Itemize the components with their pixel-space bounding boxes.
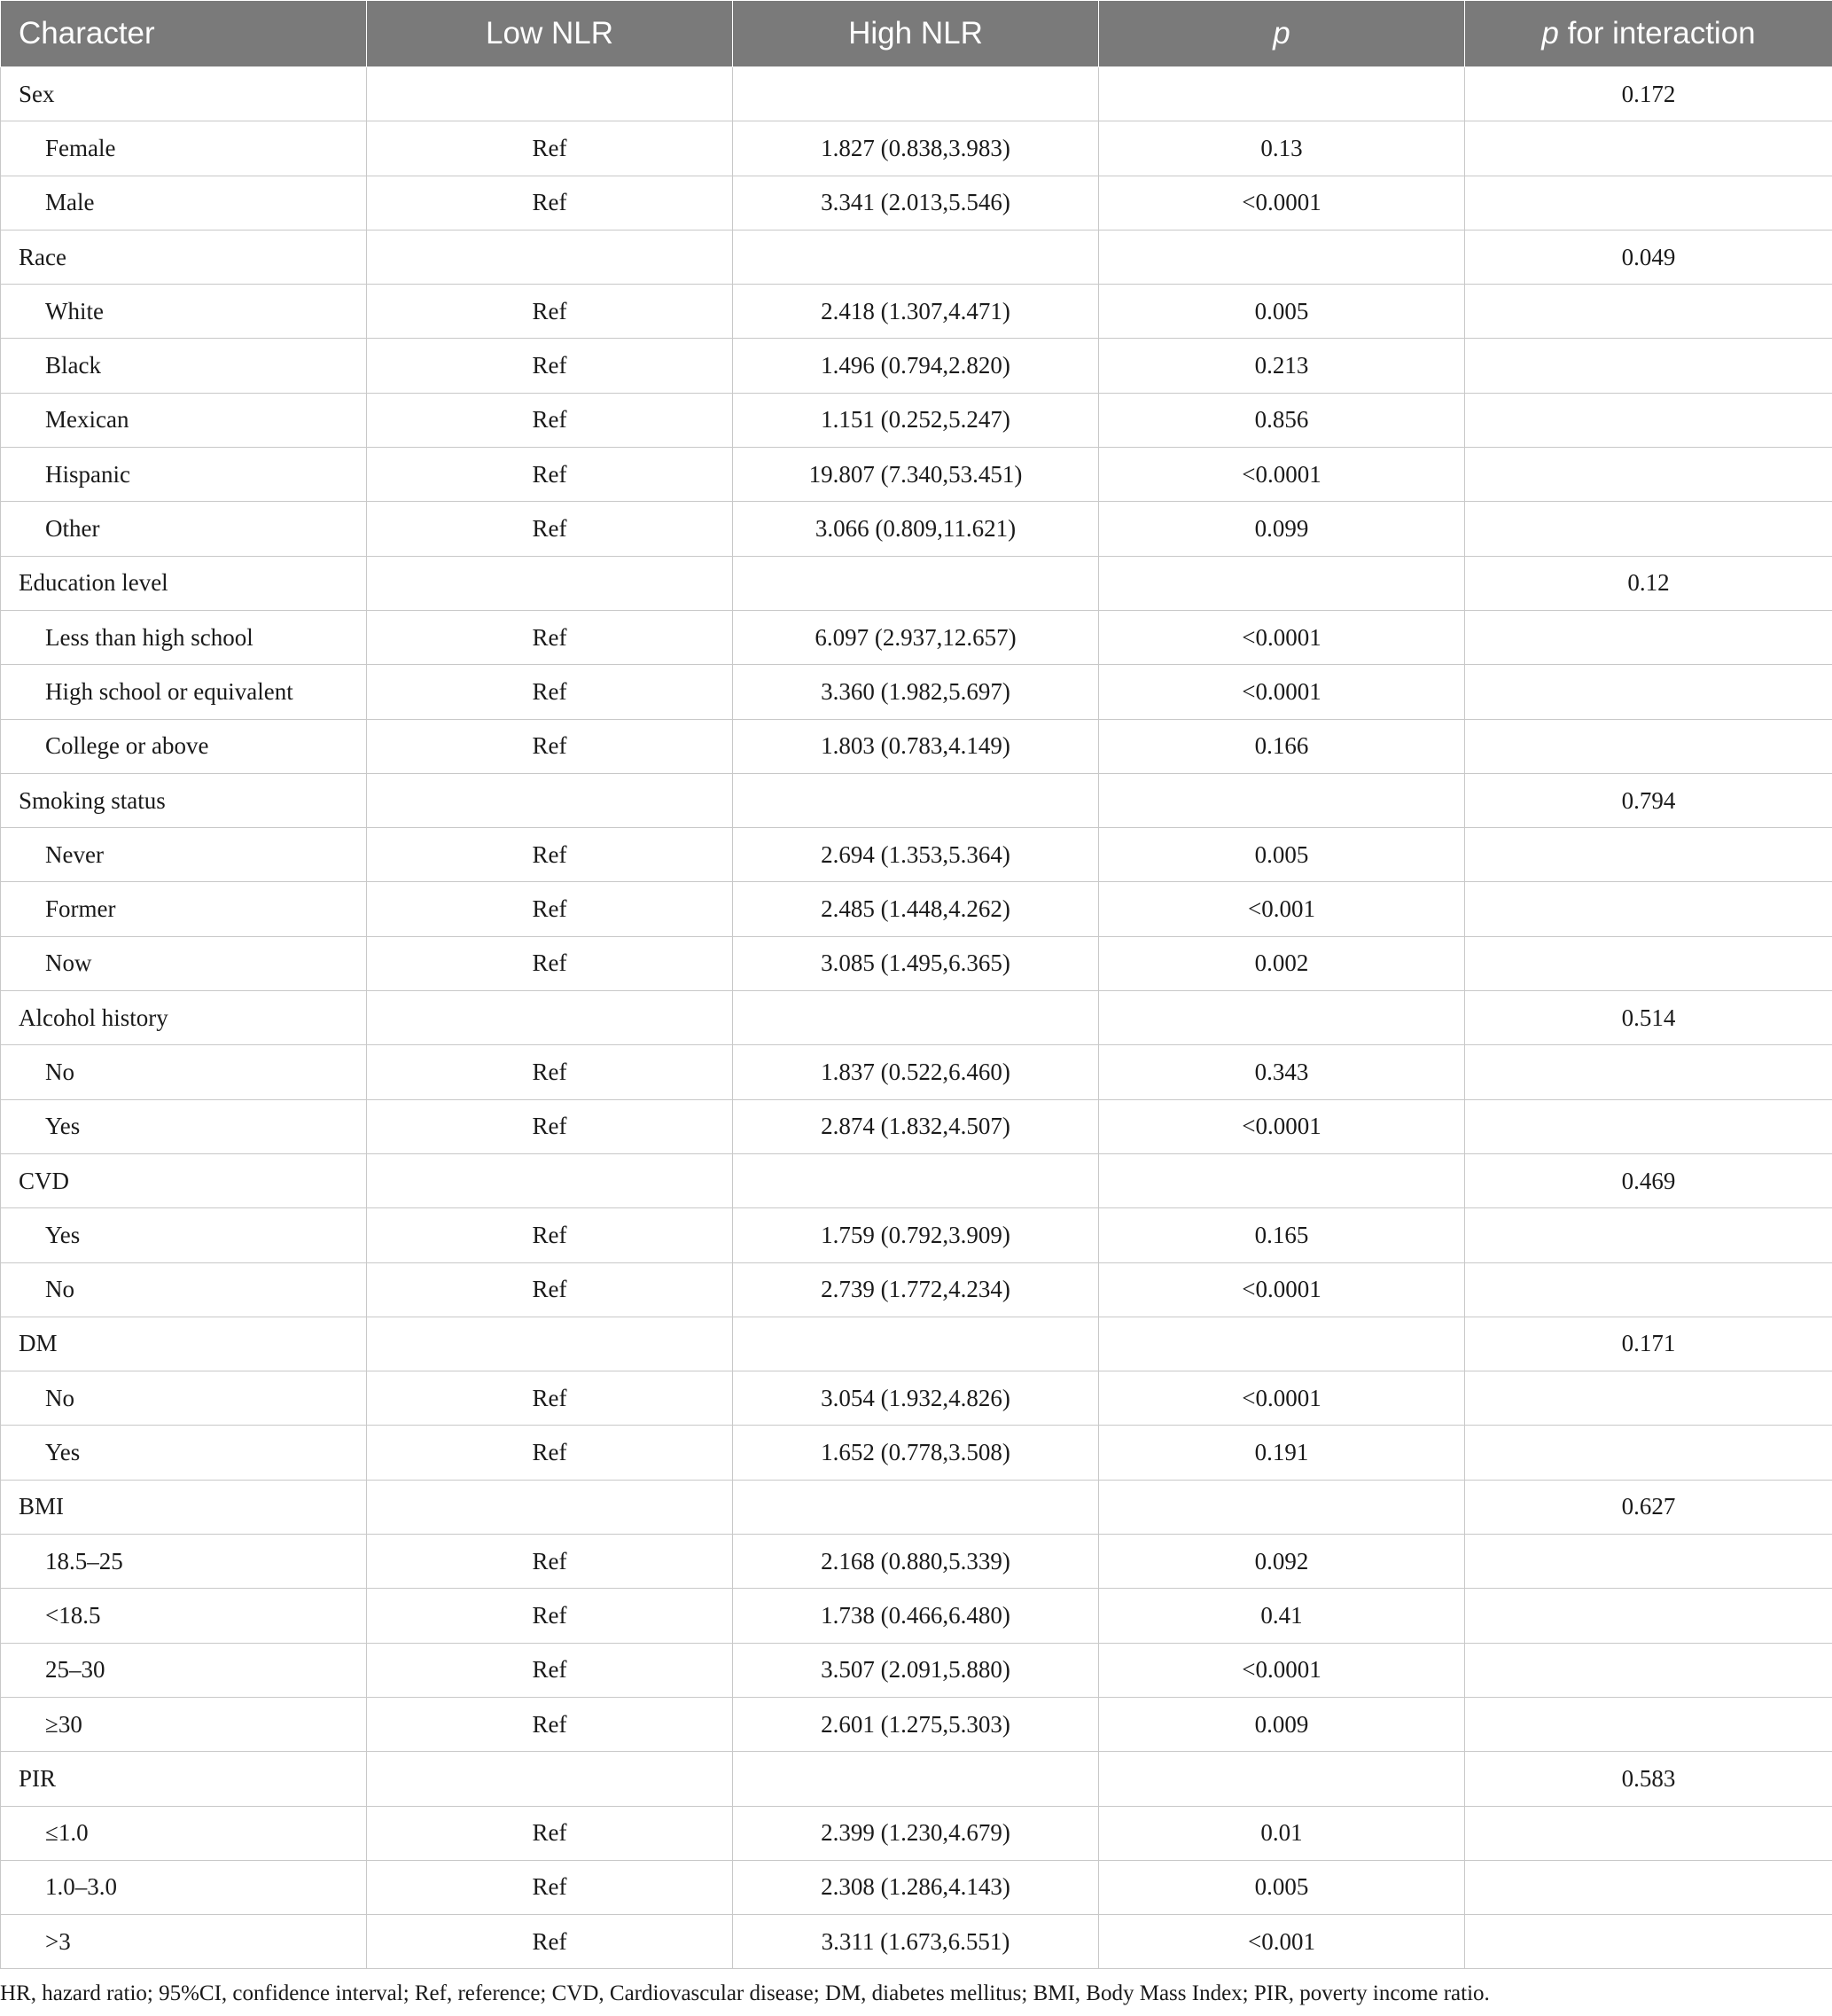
cell-p: 0.343 [1099,1045,1465,1099]
cell-high-nlr [733,230,1099,284]
cell-low-nlr: Ref [367,121,733,176]
cell-p [1099,991,1465,1045]
cell-character: Male [1,176,367,230]
cell-p-interaction [1465,176,1832,230]
cell-character: Race [1,230,367,284]
table-row-group [1,773,1832,827]
cell-low-nlr: Ref [367,1915,733,1969]
cell-p: 0.856 [1099,393,1465,447]
cell-low-nlr: Ref [367,1208,733,1262]
header-p [1099,1,1465,67]
cell-p: 0.13 [1099,121,1465,176]
cell-p-interaction: 0.514 [1465,991,1832,1045]
table-row-subgroup [1,393,1832,447]
cell-high-nlr [733,773,1099,827]
cell-low-nlr: Ref [367,882,733,936]
cell-character: High school or equivalent [1,665,367,719]
cell-high-nlr [733,991,1099,1045]
cell-p-interaction [1465,502,1832,556]
table-row-subgroup [1,1535,1832,1589]
cell-high-nlr: 2.739 (1.772,4.234) [733,1262,1099,1317]
cell-character: CVD [1,1153,367,1207]
cell-low-nlr: Ref [367,502,733,556]
cell-p-interaction [1465,393,1832,447]
cell-high-nlr: 2.308 (1.286,4.143) [733,1860,1099,1914]
cell-high-nlr: 2.694 (1.353,5.364) [733,828,1099,882]
cell-high-nlr: 3.054 (1.932,4.826) [733,1371,1099,1426]
cell-character: Yes [1,1426,367,1480]
cell-high-nlr: 1.827 (0.838,3.983) [733,121,1099,176]
cell-low-nlr [367,773,733,827]
cell-character: 1.0–3.0 [1,1860,367,1914]
cell-p: <0.0001 [1099,1371,1465,1426]
table-body [1,67,1832,1969]
cell-high-nlr: 1.803 (0.783,4.149) [733,719,1099,773]
table-row-subgroup [1,1860,1832,1914]
cell-p-interaction [1465,1426,1832,1480]
cell-p: 0.005 [1099,1860,1465,1914]
cell-p: 0.009 [1099,1697,1465,1751]
cell-high-nlr: 3.507 (2.091,5.880) [733,1643,1099,1697]
cell-character: College or above [1,719,367,773]
cell-character: Former [1,882,367,936]
cell-high-nlr: 2.399 (1.230,4.679) [733,1806,1099,1860]
cell-p-interaction [1465,1589,1832,1643]
cell-low-nlr [367,556,733,610]
cell-low-nlr: Ref [367,665,733,719]
cell-p-interaction [1465,448,1832,502]
cell-p-interaction [1465,1208,1832,1262]
cell-p-interaction [1465,1860,1832,1914]
cell-high-nlr: 1.837 (0.522,6.460) [733,1045,1099,1099]
cell-low-nlr: Ref [367,339,733,393]
table-row-subgroup [1,1915,1832,1969]
cell-high-nlr: 2.601 (1.275,5.303) [733,1697,1099,1751]
cell-character: White [1,285,367,339]
cell-low-nlr: Ref [367,1262,733,1317]
cell-low-nlr: Ref [367,1697,733,1751]
cell-character: Mexican [1,393,367,447]
header-p-italic: p [1541,16,1559,51]
cell-low-nlr [367,230,733,284]
table-row-group [1,556,1832,610]
cell-p: 0.002 [1099,936,1465,990]
cell-p-interaction: 0.172 [1465,67,1832,121]
cell-high-nlr: 3.085 (1.495,6.365) [733,936,1099,990]
cell-p [1099,230,1465,284]
table-row-subgroup [1,665,1832,719]
table-row-subgroup [1,1643,1832,1697]
cell-high-nlr [733,1752,1099,1806]
header-low-nlr: Low NLR [367,1,733,67]
table-row-group [1,1752,1832,1806]
cell-high-nlr: 6.097 (2.937,12.657) [733,610,1099,664]
header-p-for-interaction [1465,1,1832,67]
cell-p-interaction [1465,1535,1832,1589]
table-row-subgroup [1,936,1832,990]
cell-low-nlr: Ref [367,285,733,339]
cell-high-nlr: 1.652 (0.778,3.508) [733,1426,1099,1480]
table-row-group [1,1480,1832,1534]
table-footnote: HR, hazard ratio; 95%CI, confidence interval; Ref, reference; CVD, Cardiovascular disease; DM, diabetes mellitus; BMI, Body Mass Index; PIR, poverty income ratio. [0,1981,1490,2006]
cell-high-nlr: 1.496 (0.794,2.820) [733,339,1099,393]
cell-high-nlr [733,1480,1099,1534]
cell-character: DM [1,1317,367,1371]
table-row-subgroup [1,1208,1832,1262]
cell-character: 25–30 [1,1643,367,1697]
table-row-subgroup [1,1697,1832,1751]
cell-low-nlr [367,1153,733,1207]
cell-low-nlr: Ref [367,1860,733,1914]
table-row-subgroup [1,882,1832,936]
cell-p-interaction [1465,121,1832,176]
cell-high-nlr: 2.485 (1.448,4.262) [733,882,1099,936]
cell-p-interaction [1465,828,1832,882]
header-character: Character [1,1,367,67]
cell-high-nlr: 3.360 (1.982,5.697) [733,665,1099,719]
cell-low-nlr: Ref [367,719,733,773]
cell-p: <0.0001 [1099,610,1465,664]
cell-character: Never [1,828,367,882]
cell-low-nlr: Ref [367,1371,733,1426]
cell-p: 0.166 [1099,719,1465,773]
cell-low-nlr: Ref [367,176,733,230]
cell-p: 0.191 [1099,1426,1465,1480]
cell-p-interaction [1465,665,1832,719]
cell-character: Less than high school [1,610,367,664]
cell-character: 18.5–25 [1,1535,367,1589]
table-row-subgroup [1,1262,1832,1317]
cell-p-interaction [1465,1045,1832,1099]
cell-high-nlr: 1.738 (0.466,6.480) [733,1589,1099,1643]
cell-p-interaction: 0.794 [1465,773,1832,827]
cell-p [1099,67,1465,121]
cell-p-interaction [1465,610,1832,664]
cell-low-nlr: Ref [367,936,733,990]
table-row-group [1,991,1832,1045]
cell-low-nlr [367,67,733,121]
cell-character: Alcohol history [1,991,367,1045]
cell-character: No [1,1371,367,1426]
cell-high-nlr: 2.168 (0.880,5.339) [733,1535,1099,1589]
cell-character: PIR [1,1752,367,1806]
cell-p-interaction: 0.171 [1465,1317,1832,1371]
table-row-subgroup [1,285,1832,339]
cell-character: ≤1.0 [1,1806,367,1860]
cell-p: 0.005 [1099,285,1465,339]
cell-low-nlr [367,991,733,1045]
cell-p: 0.213 [1099,339,1465,393]
cell-high-nlr [733,67,1099,121]
cell-character: Female [1,121,367,176]
cell-high-nlr: 1.759 (0.792,3.909) [733,1208,1099,1262]
cell-character: Education level [1,556,367,610]
cell-character: Yes [1,1208,367,1262]
table-row-subgroup [1,1806,1832,1860]
cell-low-nlr: Ref [367,1643,733,1697]
cell-p: <0.001 [1099,882,1465,936]
cell-p: <0.0001 [1099,1643,1465,1697]
cell-low-nlr: Ref [367,393,733,447]
cell-low-nlr [367,1752,733,1806]
cell-p-interaction: 0.049 [1465,230,1832,284]
cell-p-interaction [1465,285,1832,339]
cell-low-nlr: Ref [367,828,733,882]
cell-p-interaction: 0.12 [1465,556,1832,610]
cell-p-interaction: 0.469 [1465,1153,1832,1207]
cell-p-interaction: 0.583 [1465,1752,1832,1806]
cell-character: Other [1,502,367,556]
cell-p: <0.0001 [1099,1099,1465,1153]
cell-p: 0.099 [1099,502,1465,556]
table-row-subgroup [1,121,1832,176]
cell-character: No [1,1262,367,1317]
table-row-subgroup [1,448,1832,502]
cell-p-interaction [1465,1806,1832,1860]
table-row-subgroup [1,1099,1832,1153]
cell-low-nlr: Ref [367,1535,733,1589]
table-row-subgroup [1,1426,1832,1480]
cell-p [1099,1480,1465,1534]
cell-p: 0.092 [1099,1535,1465,1589]
table-row-group [1,1153,1832,1207]
cell-character: Black [1,339,367,393]
cell-character: Hispanic [1,448,367,502]
header-high-nlr: High NLR [733,1,1099,67]
table-row-subgroup [1,339,1832,393]
cell-p-interaction [1465,936,1832,990]
cell-low-nlr: Ref [367,1426,733,1480]
cell-high-nlr: 2.418 (1.307,4.471) [733,285,1099,339]
cell-high-nlr: 1.151 (0.252,5.247) [733,393,1099,447]
table-row-subgroup [1,1371,1832,1426]
cell-p: <0.001 [1099,1915,1465,1969]
cell-p-interaction [1465,1697,1832,1751]
cell-p-interaction: 0.627 [1465,1480,1832,1534]
cell-character: Smoking status [1,773,367,827]
cell-high-nlr: 3.066 (0.809,11.621) [733,502,1099,556]
cell-p-interaction [1465,1099,1832,1153]
cell-p-interaction [1465,1643,1832,1697]
header-p-label: p [1273,16,1290,51]
cell-p: 0.41 [1099,1589,1465,1643]
cell-p [1099,1752,1465,1806]
header-row [1,1,1832,67]
cell-high-nlr [733,1153,1099,1207]
cell-p: 0.005 [1099,828,1465,882]
cell-low-nlr: Ref [367,1045,733,1099]
cell-high-nlr: 2.874 (1.832,4.507) [733,1099,1099,1153]
cell-p: <0.0001 [1099,448,1465,502]
table-header [1,1,1832,67]
cell-p [1099,556,1465,610]
cell-character: Sex [1,67,367,121]
cell-character: <18.5 [1,1589,367,1643]
cell-character: Yes [1,1099,367,1153]
cell-p: <0.0001 [1099,176,1465,230]
cell-high-nlr: 19.807 (7.340,53.451) [733,448,1099,502]
table-row-subgroup [1,719,1832,773]
cell-p: <0.0001 [1099,665,1465,719]
cell-p-interaction [1465,882,1832,936]
cell-low-nlr: Ref [367,448,733,502]
cell-high-nlr: 3.311 (1.673,6.551) [733,1915,1099,1969]
cell-character: >3 [1,1915,367,1969]
cell-character: Now [1,936,367,990]
cell-low-nlr [367,1317,733,1371]
cell-low-nlr: Ref [367,1806,733,1860]
cell-high-nlr [733,1317,1099,1371]
table-row-group [1,67,1832,121]
table-row-subgroup [1,828,1832,882]
cell-p-interaction [1465,339,1832,393]
cell-character: BMI [1,1480,367,1534]
cell-low-nlr [367,1480,733,1534]
cell-character: ≥30 [1,1697,367,1751]
cell-p [1099,773,1465,827]
table-row-subgroup [1,1589,1832,1643]
cell-p [1099,1153,1465,1207]
cell-p-interaction [1465,1915,1832,1969]
table-row-subgroup [1,610,1832,664]
cell-low-nlr: Ref [367,1589,733,1643]
table-row-subgroup [1,1045,1832,1099]
cell-p: <0.0001 [1099,1262,1465,1317]
cell-p-interaction [1465,1371,1832,1426]
cell-p: 0.165 [1099,1208,1465,1262]
cell-low-nlr: Ref [367,610,733,664]
cell-p: 0.01 [1099,1806,1465,1860]
table-row-group [1,230,1832,284]
header-p-interaction-rest: for interaction [1558,16,1756,51]
table-row-group [1,1317,1832,1371]
cell-high-nlr [733,556,1099,610]
cell-p [1099,1317,1465,1371]
cell-low-nlr: Ref [367,1099,733,1153]
cell-p-interaction [1465,1262,1832,1317]
cell-high-nlr: 3.341 (2.013,5.546) [733,176,1099,230]
cell-character: No [1,1045,367,1099]
cell-p-interaction [1465,719,1832,773]
table-row-subgroup [1,502,1832,556]
table-row-subgroup [1,176,1832,230]
